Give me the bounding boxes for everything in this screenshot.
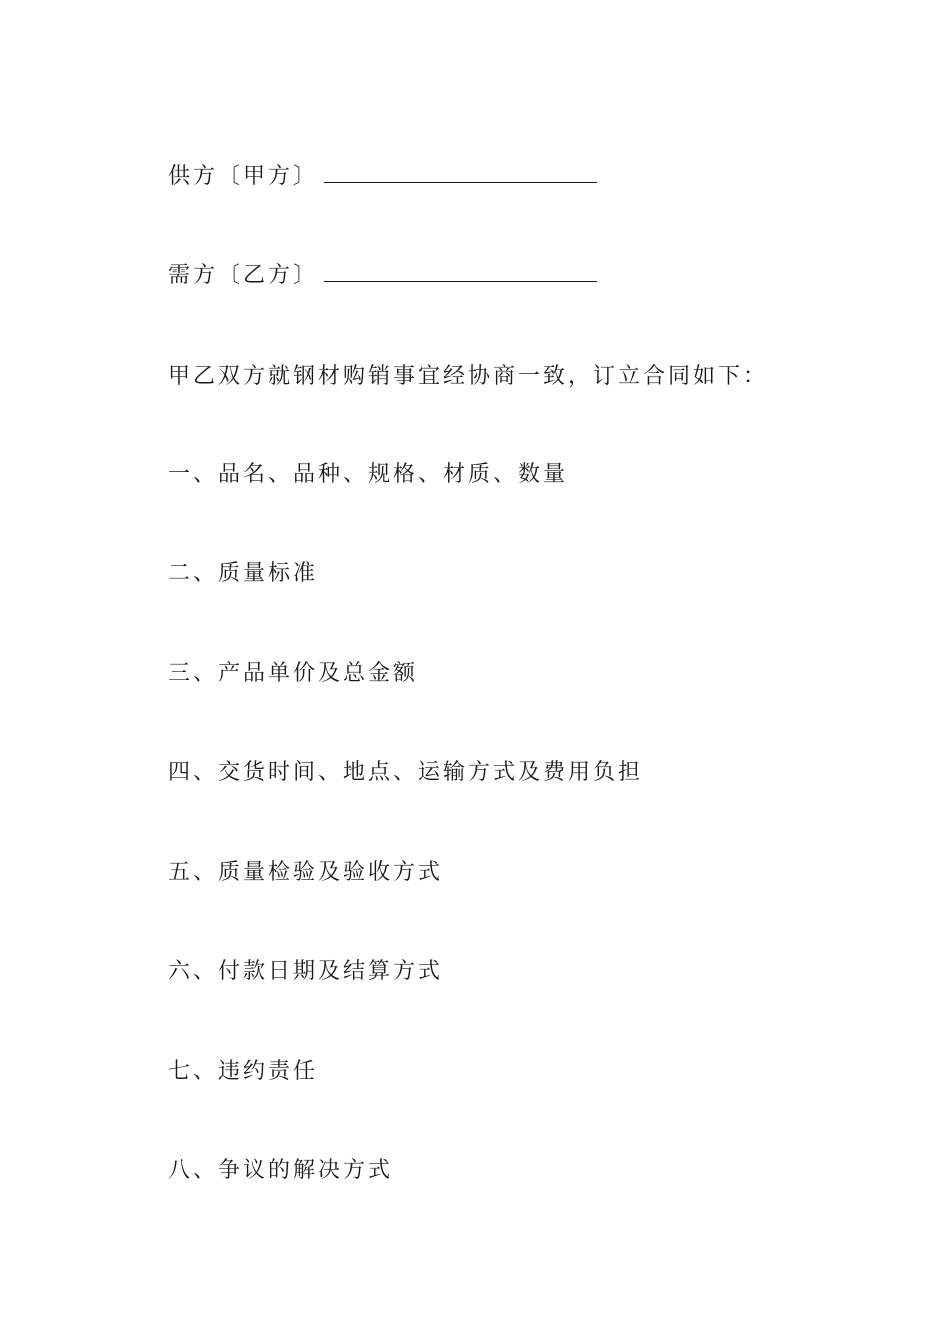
buyer-label: 需方〔乙方〕 (168, 263, 319, 288)
clause-5: 五、质量检验及验收方式 (168, 860, 444, 885)
clause-4: 四、交货时间、地点、运输方式及费用负担 (168, 760, 644, 785)
supplier-line (168, 160, 597, 192)
supplier-label: 供方〔甲方〕 (168, 164, 319, 189)
clause-3: 三、产品单价及总金额 (168, 661, 419, 686)
buyer-blank (324, 259, 597, 282)
supplier-blank (324, 160, 597, 183)
clause-8: 八、争议的解决方式 (168, 1158, 394, 1183)
clause-7: 七、违约责任 (168, 1059, 319, 1084)
clause-6: 六、付款日期及结算方式 (168, 959, 444, 984)
clause-1: 一、品名、品种、规格、材质、数量 (168, 462, 569, 487)
buyer-line (168, 259, 597, 291)
clause-2: 二、质量标准 (168, 561, 319, 586)
intro-paragraph: 甲乙双方就钢材购销事宜经协商一致，订立合同如下： (168, 364, 769, 389)
